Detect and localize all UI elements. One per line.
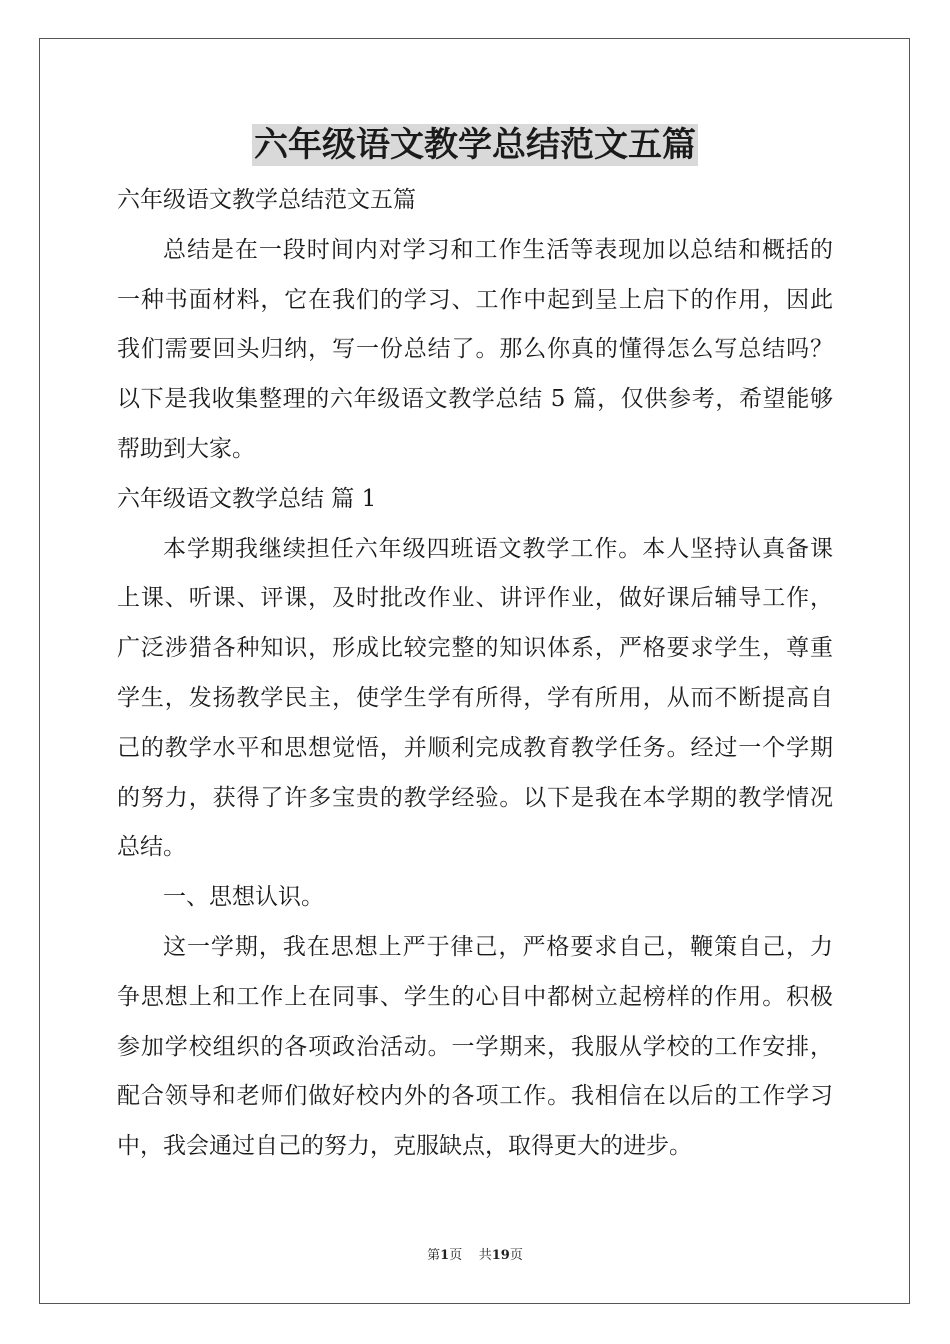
text-line: 学生，发扬教学民主，使学生学有所得，学有所用，从而不断提高自 (117, 684, 833, 711)
page-footer (0, 1247, 950, 1265)
text-line: 争思想上和工作上在同事、学生的心目中都树立起榜样的作用。积极 (117, 983, 833, 1010)
text-line: 广泛涉猎各种知识，形成比较完整的知识体系，严格要求学生，尊重 (117, 635, 833, 662)
page-prefix: 第 (427, 1248, 441, 1263)
page-number: 1 (440, 1248, 450, 1263)
title-container (0, 124, 950, 166)
text-line: 本学期我继续担任六年级四班语文教学工作。本人坚持认真备课 (163, 535, 833, 562)
total-suffix: 页 (509, 1248, 523, 1263)
text-line: 总结是在一段时间内对学习和工作生活等表现加以总结和概括的 (163, 236, 833, 263)
text-line: 六年级语文教学总结 篇 1 (117, 485, 377, 512)
text-line: 配合领导和老师们做好校内外的各项工作。我相信在以后的工作学习 (117, 1083, 833, 1110)
total-prefix: 共 (478, 1248, 492, 1263)
text-line: 己的教学水平和思想觉悟，并顺利完成教育教学任务。经过一个学期 (117, 734, 833, 761)
document-body (117, 176, 833, 1172)
text-line: 六年级语文教学总结范文五篇 (117, 187, 416, 213)
text-line: 以下是我收集整理的六年级语文教学总结 5 篇，仅供参考，希望能够 (117, 386, 833, 413)
text-line: 一、思想认识。 (163, 884, 324, 911)
text-line: 的努力，获得了许多宝贵的教学经验。以下是我在本学期的教学情况 (117, 784, 833, 811)
text-line: 中，我会通过自己的努力，克服缺点，取得更大的进步。 (117, 1133, 692, 1160)
text-line: 总结。 (117, 834, 186, 861)
text-line: 上课、听课、评课，及时批改作业、讲评作业，做好课后辅导工作， (117, 585, 833, 612)
text-line: 一种书面材料，它在我们的学习、工作中起到呈上启下的作用，因此 (117, 286, 833, 313)
text-line: 这一学期，我在思想上严于律己，严格要求自己，鞭策自己，力 (163, 933, 833, 960)
text-line: 我们需要回头归纳，写一份总结了。那么你真的懂得怎么写总结吗？ (117, 336, 833, 363)
total-pages: 19 (491, 1248, 510, 1263)
document-title: 六年级语文教学总结范文五篇 (254, 125, 696, 165)
page-suffix: 页 (449, 1248, 463, 1263)
text-line: 帮助到大家。 (117, 435, 255, 462)
text-line: 参加学校组织的各项政治活动。一学期来，我服从学校的工作安排， (117, 1033, 833, 1060)
